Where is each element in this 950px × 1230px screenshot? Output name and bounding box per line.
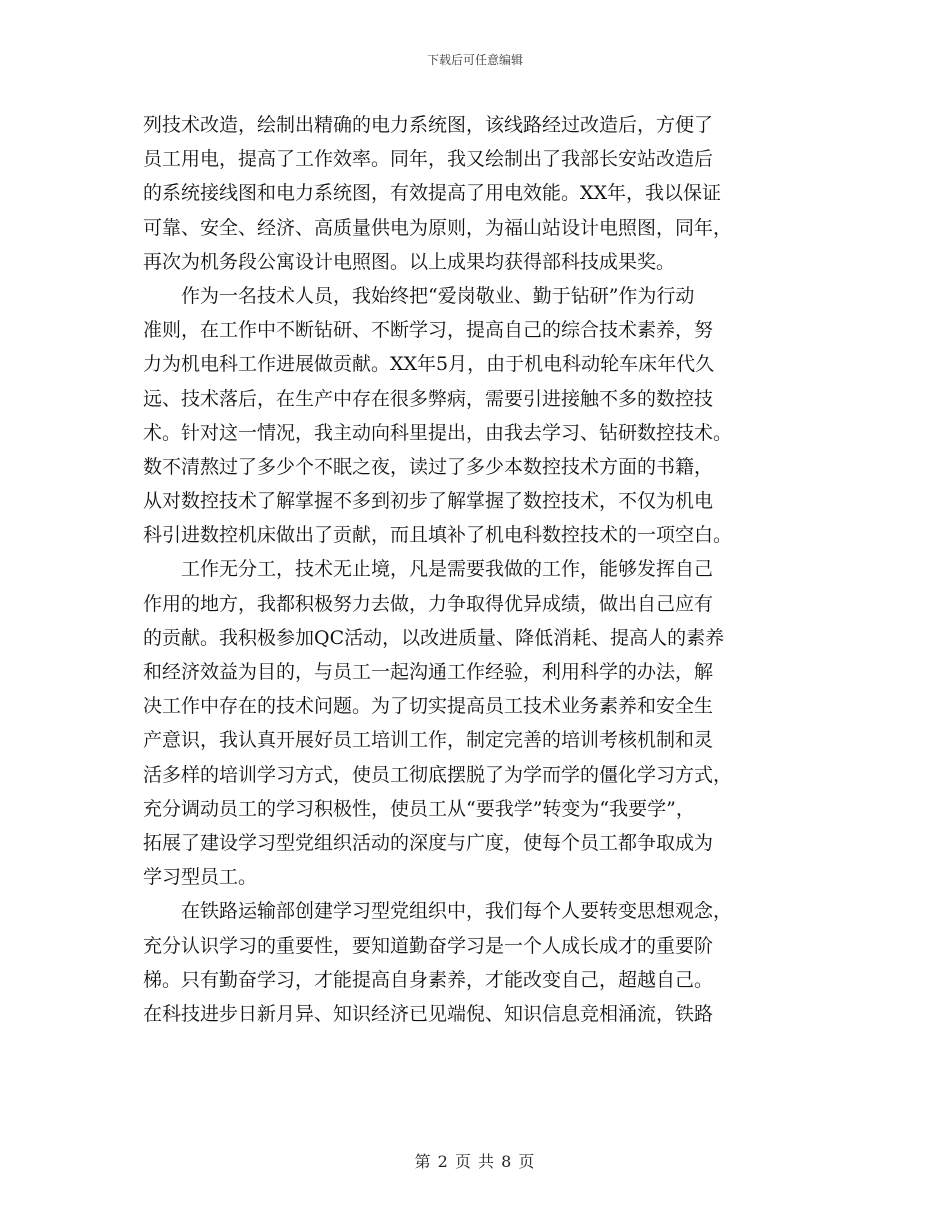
document-body — [143, 108, 803, 1031]
text-line: 作用的地方，我都积极努力去做，力争取得优异成绩，做出自己应有 — [143, 592, 714, 615]
text-line: 术。针对这一情况，我主动向科里提出，由我去学习、钻研数控技术。 — [143, 421, 733, 444]
text-line: 列技术改造，绘制出精确的电力系统图，该线路经过改造后，方便了 — [143, 114, 714, 136]
text-line: 员工用电，提高了工作效率。同年，我又绘制出了我部长安站改造后 — [143, 148, 714, 171]
page-number: 第 2 页 共 8 页 — [414, 1152, 536, 1171]
text-line: 充分调动员工的学习积极性，使员工从“要我学”转变为“我要学”， — [143, 797, 695, 820]
text-line: 力为机电科工作进展做贡献。XX年5月，由于机电科动轮车床年代久 — [143, 353, 715, 376]
text-line: 决工作中存在的技术问题。为了切实提高员工技术业务素养和安全生 — [143, 695, 714, 718]
text-line: 学习型员工。 — [143, 866, 258, 889]
text-line: 活多样的培训学习方式，使员工彻底摆脱了为学而学的僵化学习方式， — [143, 763, 733, 786]
text-line: 科引进数控机床做出了贡献，而且填补了机电科数控技术的一项空白。 — [143, 524, 733, 547]
text-line: 远、技术落后，在生产中存在很多弊病，需要引进接触不多的数控技 — [143, 387, 714, 410]
page-header: 下载后可任意编辑 — [426, 53, 523, 67]
paragraph-first-line: 在铁路运输部创建学习型党组织中，我们每个人要转变思想观念， — [181, 900, 733, 923]
text-line: 的系统接线图和电力系统图，有效提高了用电效能。XX年，我以保证 — [143, 182, 722, 205]
text-line: 从对数控技术了解掌握不多到初步了解掌握了数控技术，不仅为机电 — [143, 490, 714, 513]
text-line: 准则，在工作中不断钻研、不断学习，提高自己的综合技术素养，努 — [143, 319, 714, 342]
text-line: 充分认识学习的重要性，要知道勤奋学习是一个人成长成才的重要阶 — [143, 934, 714, 957]
text-line: 数不清熬过了多少个不眠之夜，读过了多少本数控技术方面的书籍， — [143, 455, 714, 478]
text-line: 在科技进步日新月异、知识经济已见端倪、知识信息竞相涌流，铁路 — [143, 1002, 714, 1025]
text-line: 产意识，我认真开展好员工培训工作，制定完善的培训考核机制和灵 — [143, 729, 714, 752]
text-line: 和经济效益为目的，与员工一起沟通工作经验，利用科学的办法，解 — [143, 661, 714, 683]
text-line: 再次为机务段公寓设计电照图。以上成果均获得部科技成果奖。 — [143, 250, 676, 273]
text-line: 可靠、安全、经济、高质量供电为原则，为福山站设计电照图，同年， — [143, 216, 733, 239]
text-line: 拓展了建设学习型党组织活动的深度与广度，使每个员工都争取成为 — [143, 831, 714, 854]
paragraph-first-line: 作为一名技术人员，我始终把“爱岗敬业、勤于钻研”作为行动 — [181, 284, 695, 307]
text-line: 梯。只有勤奋学习，才能提高自身素养，才能改变自己，超越自己。 — [143, 968, 714, 991]
paragraph-first-line: 工作无分工，技术无止境，凡是需要我做的工作，能够发挥自己 — [181, 558, 714, 581]
text-line: 的贡献。我积极参加QC活动，以改进质量、降低消耗、提高人的素养 — [143, 626, 725, 649]
